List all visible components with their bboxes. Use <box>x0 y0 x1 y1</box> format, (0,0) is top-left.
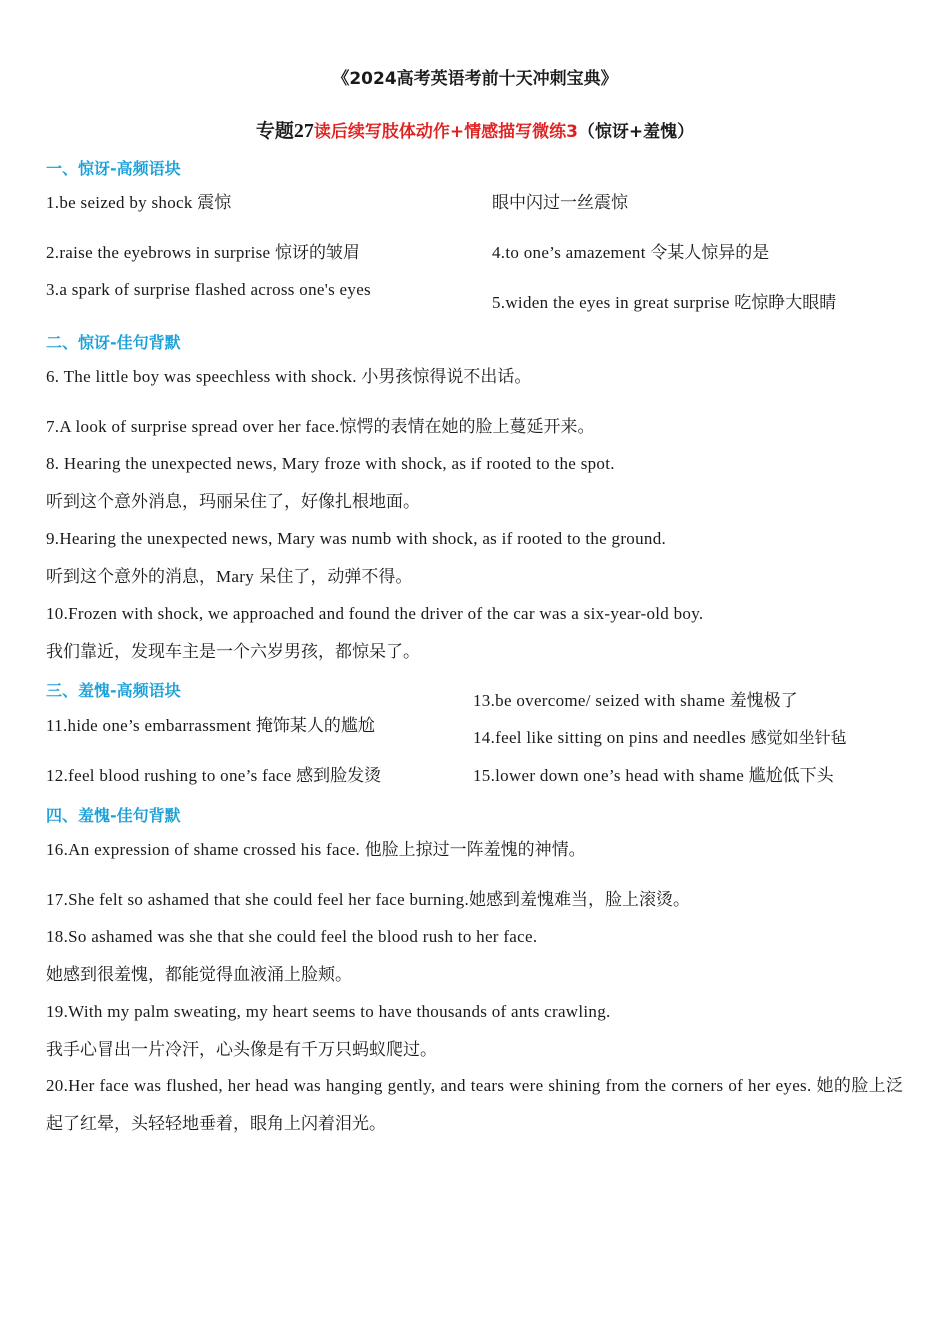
sentence-10: 10.Frozen with shock, we approached and found the driver of the car was a six-year-old boy. <box>46 604 704 623</box>
sentence-16: 16.An expression of shame crossed his face. 他脸上掠过一阵羞愧的神情。 <box>46 840 586 860</box>
phrase-13: 13.be overcome/ seized with shame 羞愧极了 <box>473 691 798 711</box>
phrase-14: 14.feel like sitting on pins and needles 感觉如坐针毡 <box>473 728 847 747</box>
phrase-2: 2.raise the eyebrows in surprise 惊讶的皱眉 <box>46 243 360 263</box>
section-heading-surprise-phrases: 一、惊讶-高频语块 <box>46 159 181 178</box>
phrase-11: 11.hide one’s embarrassment 掩饰某人的尴尬 <box>46 716 375 736</box>
phrase-12: 12.feel blood rushing to one’s face 感到脸发烫 <box>46 766 382 786</box>
subtitle-number-2: 3 <box>566 122 578 142</box>
subtitle-prefix: 专题 <box>255 120 294 142</box>
subtitle-topic: 读后续写肢体动作+情感描写微练 <box>313 122 567 142</box>
sentence-19-translation: 我手心冒出一片冷汗，心头像是有千万只蚂蚁爬过。 <box>46 1040 437 1060</box>
phrase-5: 5.widen the eyes in great surprise 吃惊睁大眼睛 <box>492 293 837 313</box>
phrase-4: 4.to one’s amazement 令某人惊异的是 <box>492 243 770 263</box>
subtitle-suffix: （惊讶+羞愧） <box>577 122 695 142</box>
sentence-18: 18.So ashamed was she that she could feel the blood rush to her face. <box>46 927 538 946</box>
sentence-17: 17.She felt so ashamed that she could feel her face burning.她感到羞愧难当，脸上滚烫。 <box>46 890 691 910</box>
sentence-7: 7.A look of surprise spread over her face.惊愕的表情在她的脸上蔓延开来。 <box>46 417 595 437</box>
section-heading-shame-phrases: 三、羞愧-高频语块 <box>46 681 181 700</box>
phrase-3: 3.a spark of surprise flashed across one's eyes <box>46 280 371 299</box>
phrase-1: 1.be seized by shock 震惊 <box>46 193 232 213</box>
subtitle-number: 27 <box>293 120 314 142</box>
sentence-8-translation: 听到这个意外消息，玛丽呆住了，好像扎根地面。 <box>46 492 420 512</box>
section-heading-surprise-sentences: 二、惊讶-佳句背默 <box>46 333 181 352</box>
document-subtitle <box>0 116 950 143</box>
sentence-10-translation: 我们靠近，发现车主是一个六岁男孩，都惊呆了。 <box>46 642 420 662</box>
sentence-9-translation: 听到这个意外的消息，Mary 呆住了，动弹不得。 <box>46 567 413 587</box>
phrase-1-translation-cont: 眼中闪过一丝震惊 <box>492 193 628 213</box>
sentence-18-translation: 她感到很羞愧，都能觉得血液涌上脸颊。 <box>46 965 352 985</box>
phrase-15: 15.lower down one’s head with shame 尴尬低下头 <box>473 766 834 786</box>
sentence-9: 9.Hearing the unexpected news, Mary was numb with shock, as if rooted to the ground. <box>46 529 667 548</box>
document-title: 《2024高考英语考前十天冲刺宝典》 <box>332 69 618 89</box>
section-heading-shame-sentences: 四、羞愧-佳句背默 <box>46 806 181 825</box>
sentence-6: 6. The little boy was speechless with shock. 小男孩惊得说不出话。 <box>46 367 532 387</box>
sentence-20: 20.Her face was flushed, her head was hanging gently, and tears were shining from the corners of her eyes. 她的脸上泛起了红晕，头轻轻地垂着，眼角上闪着泪光。 <box>46 1076 904 1134</box>
sentence-8: 8. Hearing the unexpected news, Mary froze with shock, as if rooted to the spot. <box>46 454 615 473</box>
sentence-19: 19.With my palm sweating, my heart seems to have thousands of ants crawling. <box>46 1002 611 1021</box>
